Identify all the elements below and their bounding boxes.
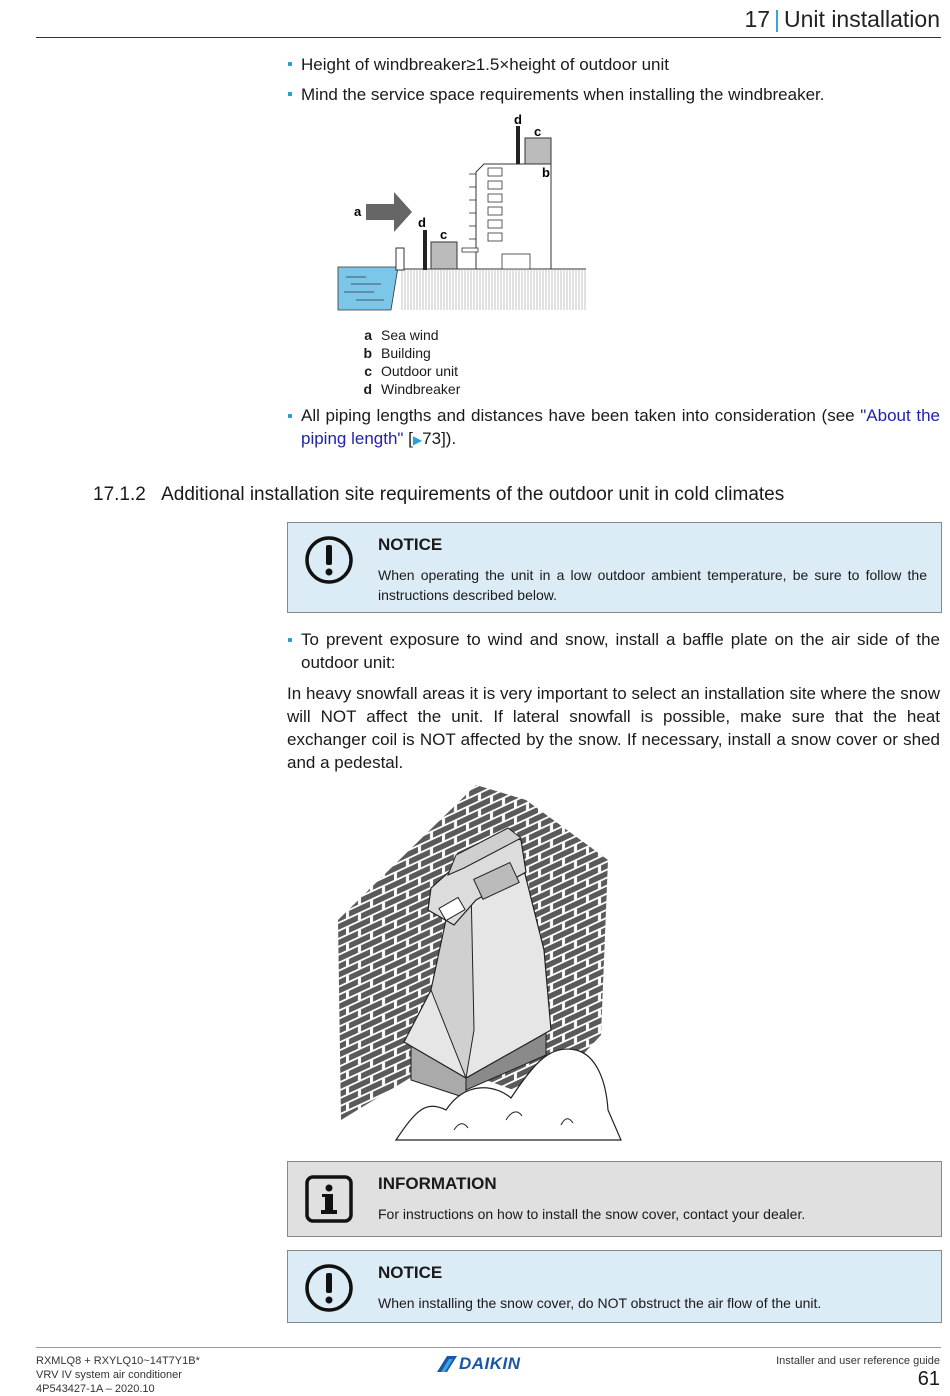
bullet-marker (288, 62, 292, 66)
bullet-windbreaker-height (288, 53, 669, 76)
notice-box-snow-cover (287, 1250, 942, 1323)
exclamation-icon (304, 535, 354, 585)
chapter-title: Unit installation (784, 6, 940, 32)
information-text: For instructions on how to install the snow cover, contact your dealer. (378, 1206, 806, 1222)
information-title: INFORMATION (378, 1174, 497, 1193)
page-ref[interactable]: 73 (422, 429, 442, 448)
section-title: Additional installation site requirements of the outdoor unit in cold climates (161, 484, 785, 505)
bullet-marker (288, 414, 292, 418)
footer-left (36, 1354, 200, 1396)
fig-label-a: a (354, 204, 362, 219)
building-window (488, 181, 502, 189)
building-window (488, 194, 502, 202)
footer-rule (36, 1347, 941, 1348)
legend-item: d Windbreaker (363, 381, 461, 397)
notice-text: When installing the snow cover, do NOT obstruct the air flow of the unit. (378, 1295, 822, 1311)
notice-title: NOTICE (378, 1263, 443, 1282)
chapter-heading (744, 6, 940, 33)
daikin-logo-icon (437, 1355, 457, 1373)
building-window (488, 233, 502, 241)
snow-cover-figure (336, 780, 631, 1145)
building-window (488, 207, 502, 215)
header-rule (36, 37, 941, 38)
legend-item: a Sea wind (364, 327, 439, 343)
windbreaker-figure (336, 112, 591, 317)
footer-right (776, 1354, 940, 1368)
fig-label-b: b (542, 165, 550, 180)
daikin-logo (437, 1354, 521, 1374)
outdoor-unit-ground (431, 242, 457, 269)
fig-label-d-roof: d (514, 112, 522, 127)
windbreaker-ground (423, 230, 427, 270)
bullet-text: Mind the service space requirements when installing the windbreaker. (301, 85, 825, 104)
outdoor-unit-roof (525, 138, 551, 164)
building-window (488, 220, 502, 228)
bullet-baffle-plate (288, 628, 940, 674)
bullet-text: To prevent exposure to wind and snow, install a baffle plate on the air side of the outdoor unit: (301, 630, 940, 672)
notice-text: When operating the unit in a low outdoor ambient temperature, be sure to follow the instructions described below. (378, 567, 927, 603)
snowfall-paragraph: In heavy snowfall areas it is very important to select an installation site where the snow will NOT affect the unit. If lateral snowfall is possible, make sure that the heat exchanger coil is NOT affected by the snow. If necessary, install a snow cover or shed and a pedestal. (287, 684, 940, 772)
piping-length-link[interactable]: "About the piping length" (301, 406, 940, 448)
wind-arrow (366, 192, 412, 232)
figure-legend (358, 326, 460, 398)
heading-divider: | (774, 6, 781, 32)
bullet-text: Height of windbreaker≥1.5×height of outdoor unit (301, 55, 669, 74)
notice-box-low-temp (287, 522, 942, 613)
legend-item: b Building (363, 345, 431, 361)
bullet-marker (288, 92, 292, 96)
bullet-service-space (288, 83, 825, 106)
section-number: 17.1.2 (93, 484, 146, 505)
notice-title: NOTICE (378, 535, 443, 554)
page-number: 61 (917, 1368, 940, 1390)
fig-label-d-ground: d (418, 215, 426, 230)
bullet-marker (288, 638, 292, 642)
building-window (488, 168, 502, 176)
footer-doc-number: 4P543427-1A – 2020.10 (36, 1383, 155, 1395)
legend-item: c Outdoor unit (364, 363, 459, 379)
page-ref-arrow-icon: ▶ (412, 433, 423, 447)
exclamation-icon (304, 1263, 354, 1313)
section-heading (93, 484, 784, 506)
footer-product: VRV IV system air conditioner (36, 1369, 182, 1381)
footer-model: RXMLQ8 + RXYLQ10~14T7Y1B* (36, 1355, 200, 1367)
shore-wall (396, 248, 404, 270)
brand-name: DAIKIN (459, 1354, 521, 1373)
building (476, 164, 551, 269)
sea (338, 267, 398, 310)
windbreaker-roof (516, 126, 520, 164)
footer-guide-title: Installer and user reference guide (776, 1355, 940, 1367)
info-icon (304, 1174, 354, 1224)
fig-label-c-ground: c (440, 227, 448, 242)
bullet-piping-lengths: All piping lengths and distances have been taken into consideration (see "About the piping length" [▶73]). (288, 404, 940, 452)
fig-label-c-roof: c (534, 124, 542, 139)
information-box (287, 1161, 942, 1237)
chapter-number: 17 (744, 6, 771, 32)
canopy (462, 248, 478, 252)
entrance (502, 254, 530, 269)
